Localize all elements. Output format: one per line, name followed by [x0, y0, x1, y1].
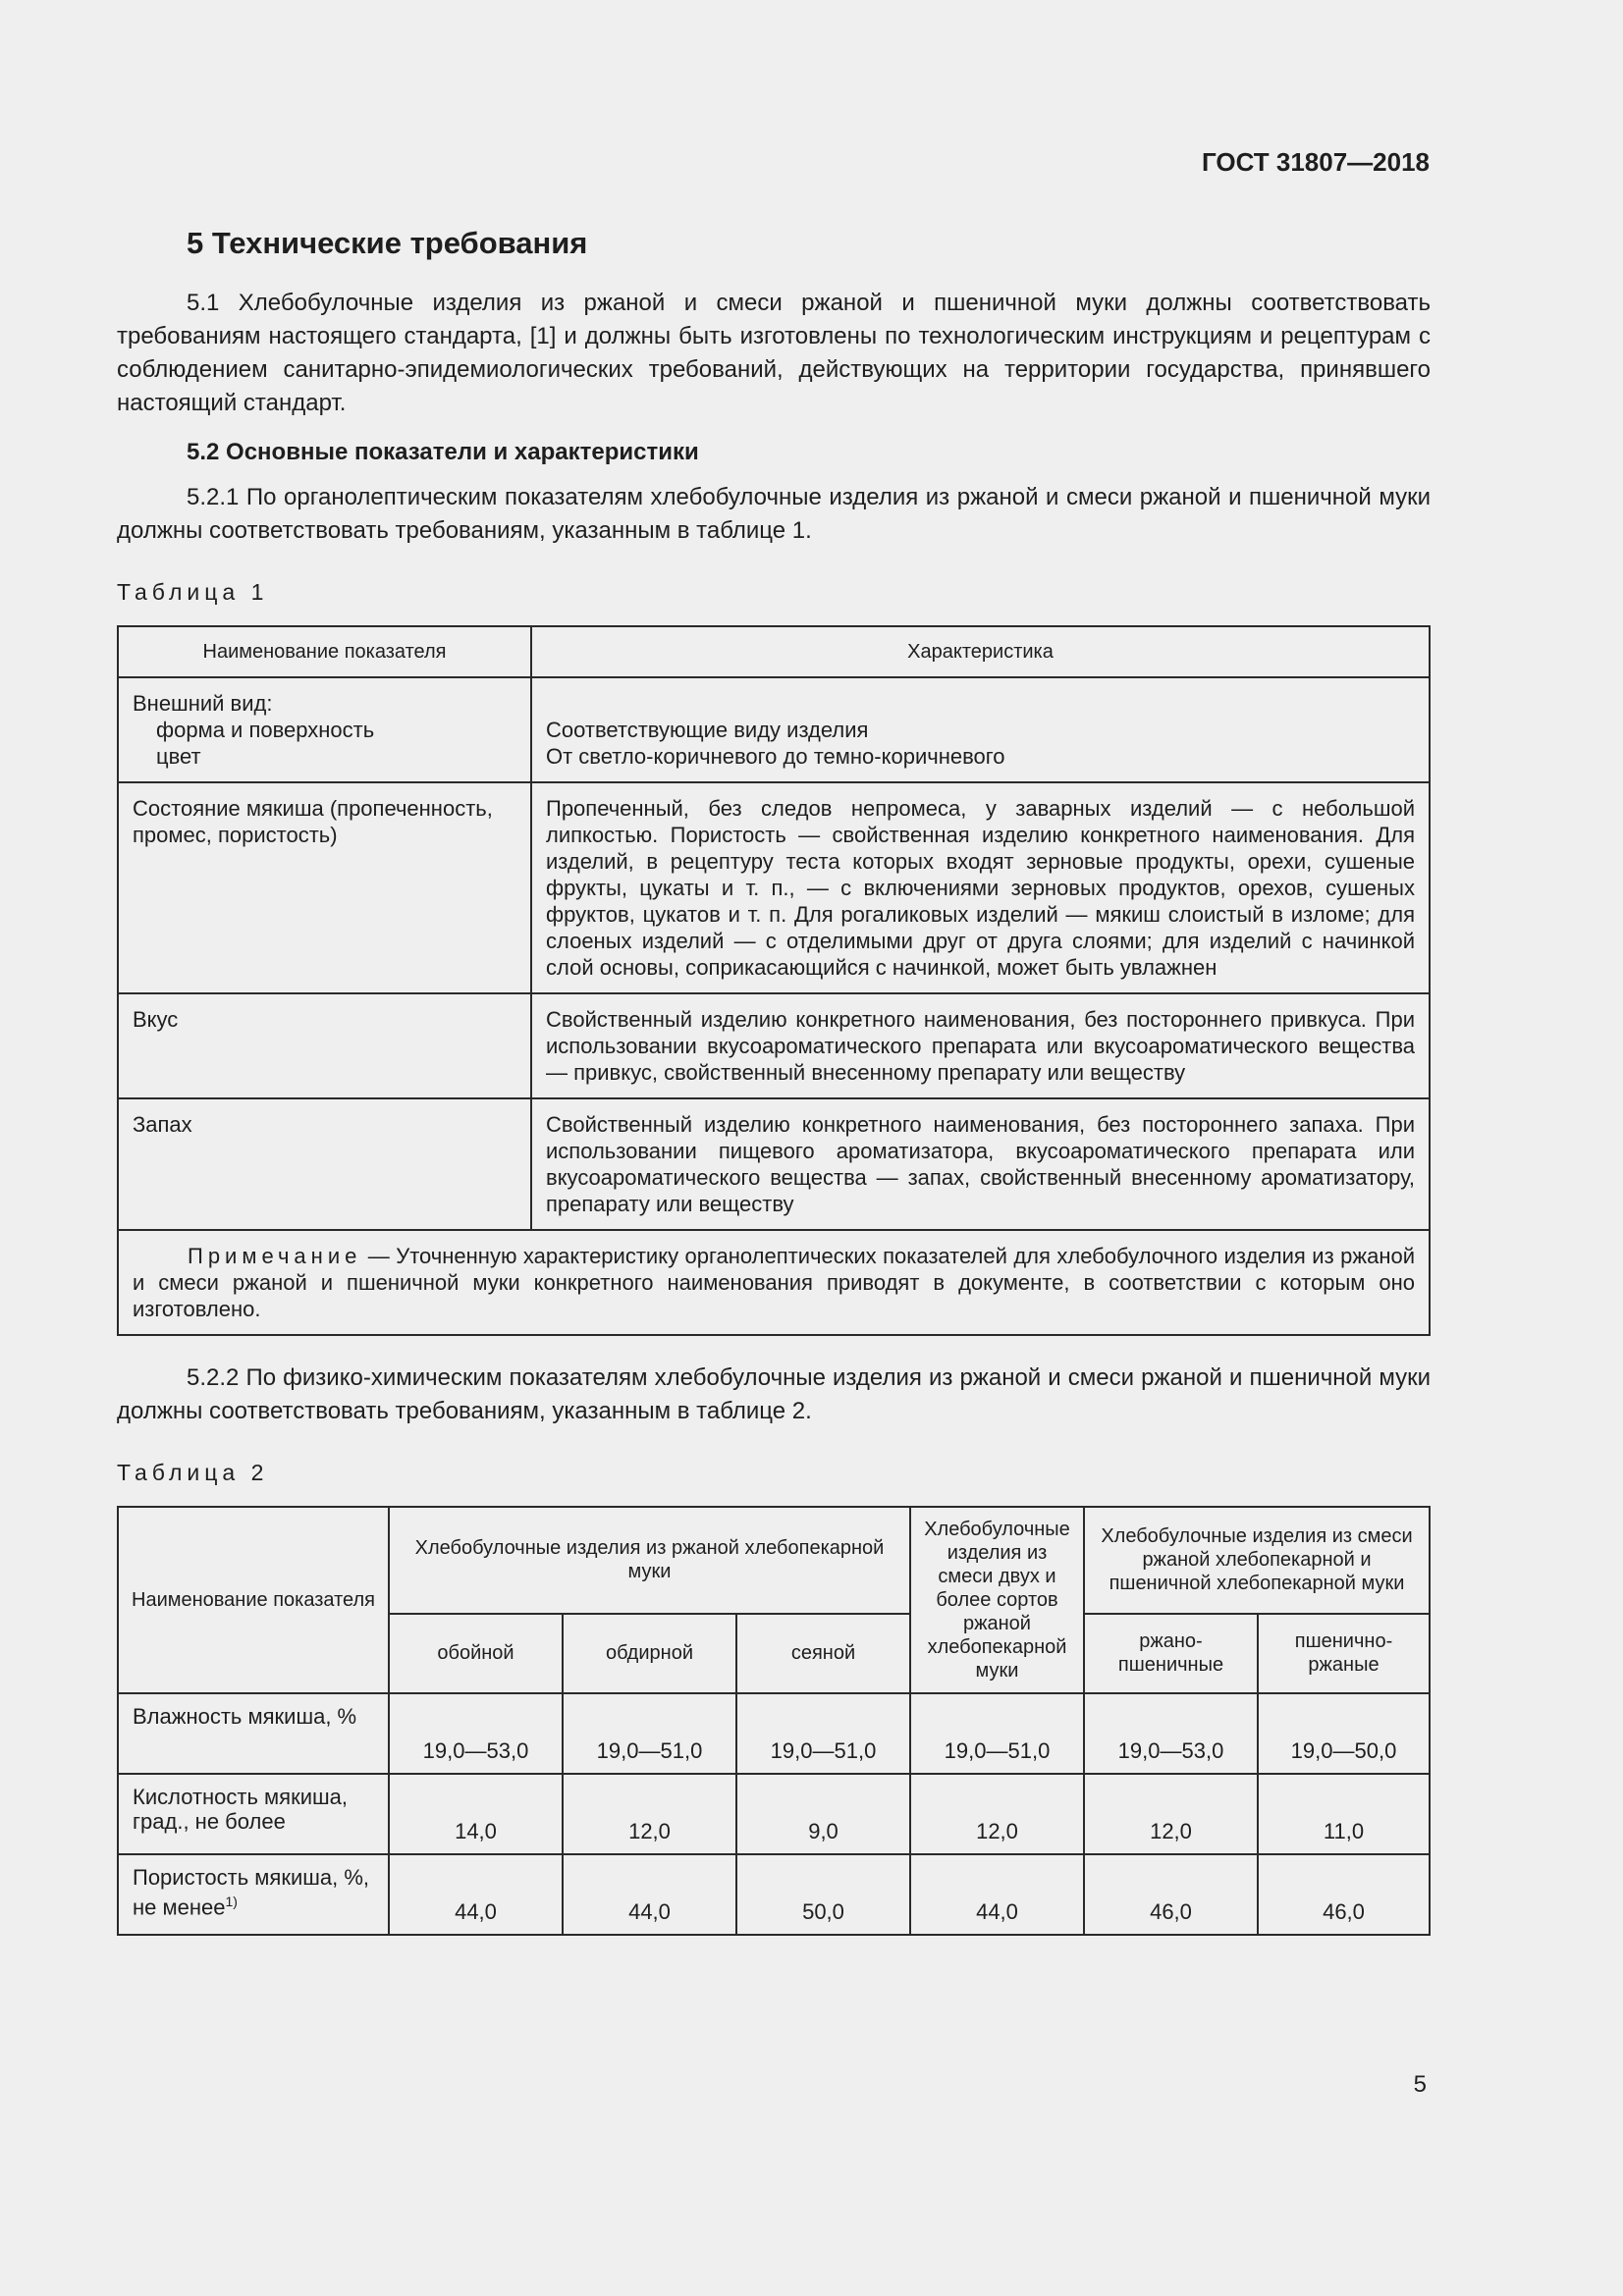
table2-subheader: сеяной [736, 1614, 910, 1693]
table2-value-cell: 46,0 [1258, 1854, 1430, 1935]
table2-header-row [118, 1507, 1430, 1614]
table2-row [118, 1693, 1430, 1774]
table1-row [118, 782, 1430, 993]
table2-value-cell: 44,0 [563, 1854, 736, 1935]
table2-row [118, 1854, 1430, 1935]
note-label: Примечание [188, 1244, 362, 1268]
table1-value-cell: Свойственный изделию конкретного наименования, без постороннего привкуса. При использовании вкусоароматического препарата или вкусоароматического вещества — привкус, свойственный внесенному препарату или веществу [531, 993, 1430, 1098]
note-text: — Уточненную характеристику органолептических показателей для хлебобулочного изделия из ржаной и смеси ржаной и пшеничной муки конкретного наименования приводят в документе, в соответствии с которым оно изготовлено. [133, 1244, 1415, 1321]
table1-name-cell [118, 677, 531, 782]
table2-header-group: Хлебобулочные изделия из ржаной хлебопекарной муки [389, 1507, 910, 1614]
table1-value-cell: Пропеченный, без следов непромеса, у заварных изделий — с небольшой липкостью. Пористость — свойственная изделию конкретного наименования. Для изделий, в рецептуру теста которых входят зерновые продукты, орехи, сушеные фрукты, цукаты и т. п., — с включениями зерновых продуктов, орехов, сушеных фруктов, цукатов и т. п. Для рогаликовых изделий — мякиш слоистый в изломе; для слоеных изделий — с отделимыми друг от друга слоями; для изделий с начинкой слой основы, соприкасающийся с начинкой, может быть увлажнен [531, 782, 1430, 993]
table1-name-line: форма и поверхность [156, 718, 375, 742]
paragraph-5-2-1: 5.2.1 По органолептическим показателям хлебобулочные изделия из ржаной и смеси ржаной и пшеничной муки должны соответствовать требованиям, указанным в таблице 1. [117, 484, 1431, 544]
table2 [117, 1506, 1431, 1936]
section-title: 5 Технические требования [187, 226, 588, 260]
table2-header-group: Хлебобулочные изделия из смеси ржаной хлебопекарной и пшеничной хлебопекарной муки [1084, 1507, 1430, 1614]
table2-subheader: ржано-пшеничные [1084, 1614, 1258, 1693]
table2-value-cell: 19,0—51,0 [736, 1693, 910, 1774]
table1-name-line: Внешний вид: [133, 691, 273, 716]
table2-row [118, 1774, 1430, 1854]
table2-value-cell: 14,0 [389, 1774, 563, 1854]
paragraph-5-1: 5.1 Хлебобулочные изделия из ржаной и смеси ржаной и пшеничной муки должны соответствовать требованиям настоящего стандарта, [1] и должны быть изготовлены по технологическим инструкциям и рецептурам с соблюдением санитарно-эпидемиологических требований, действующих на территории государства, принявшего настоящий стандарт. [117, 290, 1431, 416]
table1-name-cell: Вкус [118, 993, 531, 1098]
paragraph-5-2-2: 5.2.2 По физико-химическим показателям хлебобулочные изделия из ржаной и смеси ржаной и пшеничной муки должны соответствовать требованиям, указанным в таблице 2. [117, 1364, 1431, 1424]
table2-value-cell: 19,0—50,0 [1258, 1693, 1430, 1774]
table1-name-cell: Запах [118, 1098, 531, 1230]
table1-header-cell: Наименование показателя [118, 626, 531, 677]
footnote-ref: 1) [225, 1894, 238, 1909]
table1 [117, 625, 1431, 1336]
table1-value-line: Соответствующие виду изделия [546, 718, 869, 742]
table1-value-cell: Свойственный изделию конкретного наименования, без постороннего запаха. При использовании пищевого ароматизатора, вкусоароматического препарата или вкусоароматического вещества — запах, свойственный внесенному ароматизатору, препарату или веществу [531, 1098, 1430, 1230]
table2-value-cell: 50,0 [736, 1854, 910, 1935]
table1-name-line: цвет [156, 744, 201, 769]
table2-name-cell [118, 1854, 389, 1935]
table2-name-text: Пористость мякиша, %, не менее [133, 1865, 370, 1920]
table2-subheader: пшенично-ржаные [1258, 1614, 1430, 1693]
table1-name-cell: Состояние мякиша (пропеченность, промес, пористость) [118, 782, 531, 993]
table2-value-cell: 12,0 [563, 1774, 736, 1854]
table2-value-cell: 46,0 [1084, 1854, 1258, 1935]
table2-subheader: обойной [389, 1614, 563, 1693]
table1-row [118, 677, 1430, 782]
table1-row [118, 1098, 1430, 1230]
table2-value-cell: 19,0—51,0 [563, 1693, 736, 1774]
table2-caption: Таблица 2 [117, 1460, 269, 1485]
table1-header-cell: Характеристика [531, 626, 1430, 677]
table2-header-name: Наименование показателя [118, 1507, 389, 1693]
table2-value-cell: 19,0—53,0 [1084, 1693, 1258, 1774]
table2-value-cell: 11,0 [1258, 1774, 1430, 1854]
table1-note [118, 1230, 1430, 1335]
table2-name-cell: Влажность мякиша, % [118, 1693, 389, 1774]
table1-note-row [118, 1230, 1430, 1335]
page-content [117, 218, 1431, 1936]
table2-value-cell: 44,0 [910, 1854, 1084, 1935]
table1-row [118, 993, 1430, 1098]
table2-value-cell: 12,0 [1084, 1774, 1258, 1854]
table2-header-group: Хлебобулочные изделия из смеси двух и более сортов ржаной хлебопекарной муки [910, 1507, 1084, 1693]
table2-subheader: обдирной [563, 1614, 736, 1693]
subsection-title: 5.2 Основные показатели и характеристики [187, 439, 699, 465]
table1-header-row [118, 626, 1430, 677]
table1-caption: Таблица 1 [117, 579, 269, 605]
page-number: 5 [1413, 2071, 1427, 2098]
table2-name-cell: Кислотность мякиша, град., не более [118, 1774, 389, 1854]
table2-value-cell: 19,0—51,0 [910, 1693, 1084, 1774]
table1-value-line: От светло-коричневого до темно-коричневого [546, 744, 1005, 769]
table2-value-cell: 12,0 [910, 1774, 1084, 1854]
table2-value-cell: 44,0 [389, 1854, 563, 1935]
table2-value-cell: 19,0—53,0 [389, 1693, 563, 1774]
table1-value-spacer [546, 690, 1415, 717]
document-header: ГОСТ 31807—2018 [1202, 147, 1430, 177]
table2-value-cell: 9,0 [736, 1774, 910, 1854]
table1-value-cell [531, 677, 1430, 782]
